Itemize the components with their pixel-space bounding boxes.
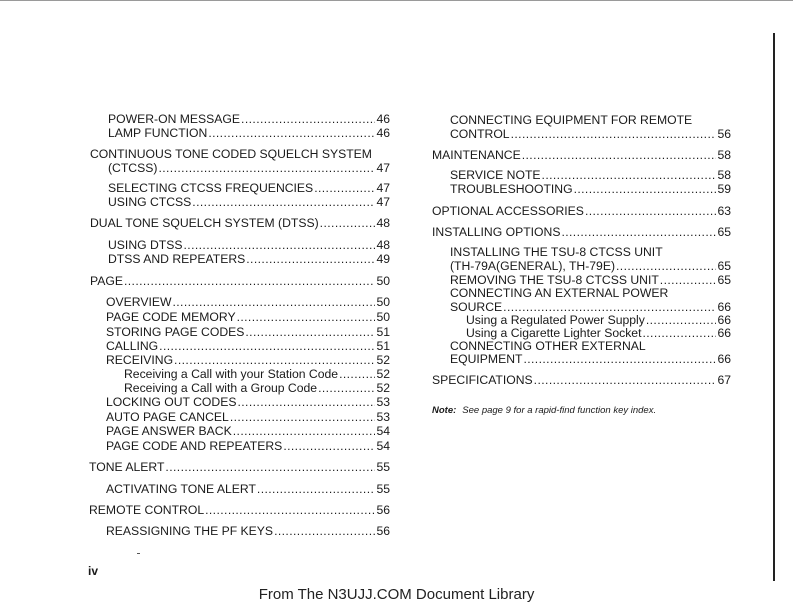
toc-entry-page: 48 bbox=[376, 216, 390, 230]
note bbox=[432, 405, 656, 416]
toc-entry-title: SELECTING CTCSS FREQUENCIES bbox=[108, 181, 314, 195]
scan-speck bbox=[137, 553, 140, 554]
toc-entry-page: 59 bbox=[717, 182, 731, 196]
toc-entry-title: SERVICE NOTE bbox=[450, 168, 541, 182]
toc-entry-title: POWER-ON MESSAGE bbox=[108, 112, 241, 126]
toc-entry-title: CONNECTING AN EXTERNAL POWER bbox=[450, 286, 669, 300]
toc-entry-page: 49 bbox=[376, 252, 390, 266]
toc-entry-title: INSTALLING THE TSU-8 CTCSS UNIT bbox=[450, 245, 663, 259]
toc-entry-page: 47 bbox=[376, 195, 390, 209]
toc-entry bbox=[450, 273, 731, 287]
toc-entry-page: 56 bbox=[376, 503, 390, 517]
footer-credit: From The N3UJJ.COM Document Library bbox=[258, 586, 535, 603]
note-text: See page 9 for a rapid-find function key index. bbox=[462, 405, 657, 416]
toc-entry-title: SPECIFICATIONS bbox=[432, 373, 533, 387]
toc-entry bbox=[432, 204, 731, 218]
toc-entry-title: AUTO PAGE CANCEL bbox=[106, 410, 229, 424]
note-label: Note: bbox=[432, 405, 457, 416]
toc-entry-title: REASSIGNING THE PF KEYS bbox=[106, 524, 274, 538]
toc-entry-page: 53 bbox=[376, 410, 390, 424]
toc-entry-title: REMOVING THE TSU-8 CTCSS UNIT bbox=[450, 273, 659, 287]
toc-entry-page: 53 bbox=[376, 395, 390, 409]
toc-entry-title: PAGE bbox=[90, 274, 123, 288]
toc-entry-page: 51 bbox=[376, 339, 390, 353]
toc-entry-page: 58 bbox=[717, 148, 731, 162]
toc-entry-page: 46 bbox=[376, 126, 390, 140]
toc-entry-title: USING DTSS bbox=[108, 238, 183, 252]
toc-entry-page: 50 bbox=[376, 274, 390, 288]
toc-entry-title: OPTIONAL ACCESSORIES bbox=[432, 204, 584, 218]
toc-entry-title: STORING PAGE CODES bbox=[106, 325, 245, 339]
toc-entry-page: 50 bbox=[376, 310, 390, 324]
toc-entry-title: CALLING bbox=[106, 339, 159, 353]
toc-entry-page: 54 bbox=[376, 439, 390, 453]
toc-entry-title: INSTALLING OPTIONS bbox=[432, 225, 561, 239]
toc-entry-title: DTSS AND REPEATERS bbox=[108, 252, 246, 266]
toc-entry-title: LAMP FUNCTION bbox=[108, 126, 208, 140]
toc-entry bbox=[450, 259, 731, 273]
toc-entry-title: TONE ALERT bbox=[89, 460, 165, 474]
toc-entry-page: 65 bbox=[717, 225, 731, 239]
toc-entry-title: DUAL TONE SQUELCH SYSTEM (DTSS) bbox=[90, 216, 319, 230]
toc-entry-page: 52 bbox=[376, 367, 390, 381]
toc-entry-title: TROUBLESHOOTING bbox=[450, 182, 573, 196]
toc-entry-title: EQUIPMENT bbox=[450, 352, 523, 366]
toc-entry-title: SOURCE bbox=[450, 300, 503, 314]
toc-entry-page: 58 bbox=[717, 168, 731, 182]
toc-entry-page: 54 bbox=[376, 424, 390, 438]
toc-entry-title: CONTINUOUS TONE CODED SQUELCH SYSTEM bbox=[90, 147, 372, 161]
toc-entry-title: Receiving a Call with a Group Code bbox=[124, 381, 318, 395]
toc-entry-title: LOCKING OUT CODES bbox=[106, 395, 237, 409]
toc-entry bbox=[450, 300, 731, 314]
toc-entry-title: Receiving a Call with your Station Code bbox=[124, 367, 339, 381]
toc-entry-page: 66 bbox=[717, 352, 731, 366]
toc-entry-title: OVERVIEW bbox=[106, 295, 172, 309]
toc-entry bbox=[432, 225, 731, 239]
toc-entry-title: PAGE CODE MEMORY bbox=[106, 310, 236, 324]
toc-entry-title: REMOTE CONTROL bbox=[89, 503, 205, 517]
toc-entry bbox=[432, 373, 731, 387]
toc-entry-page: 66 bbox=[717, 326, 731, 340]
toc-entry-title: CONNECTING OTHER EXTERNAL bbox=[450, 339, 646, 353]
toc-entry-title: Using a Cigarette Lighter Socket bbox=[466, 326, 642, 340]
toc-entry-title: PAGE CODE AND REPEATERS bbox=[106, 439, 283, 453]
toc-entry-title: CONNECTING EQUIPMENT FOR REMOTE bbox=[450, 113, 693, 127]
toc-entry bbox=[450, 182, 731, 196]
toc-entry-page: 63 bbox=[717, 204, 731, 218]
toc-entry-page: 47 bbox=[376, 161, 390, 175]
toc-entry-page: 66 bbox=[717, 300, 731, 314]
toc-entry-page: 52 bbox=[376, 381, 390, 395]
page-number: iv bbox=[88, 564, 99, 578]
toc-entry-page: 55 bbox=[376, 482, 390, 496]
toc-entry-page: 52 bbox=[376, 353, 390, 367]
toc-entry bbox=[466, 313, 731, 327]
toc-entry-title: CONTROL bbox=[450, 127, 510, 141]
toc-entry-page: 50 bbox=[376, 295, 390, 309]
toc-entry-title: MAINTENANCE bbox=[432, 148, 521, 162]
toc-entry-page: 51 bbox=[376, 325, 390, 339]
toc-entry bbox=[450, 127, 731, 141]
toc-entry-page: 67 bbox=[717, 373, 731, 387]
toc-entry-title: (CTCSS) bbox=[108, 161, 158, 175]
toc-entry-title: Using a Regulated Power Supply bbox=[466, 313, 645, 327]
toc-entry-title: PAGE ANSWER BACK bbox=[106, 424, 232, 438]
toc-entry-page: 48 bbox=[376, 238, 390, 252]
toc-entry bbox=[466, 326, 731, 340]
toc-entry-page: 65 bbox=[717, 259, 731, 273]
toc-entry bbox=[450, 168, 731, 182]
toc-entry-title: RECEIVING bbox=[106, 353, 174, 367]
toc-entry-page: 47 bbox=[376, 181, 390, 195]
toc-entry-page: 66 bbox=[717, 313, 731, 327]
toc-entry-page: 56 bbox=[717, 127, 731, 141]
toc-entry-page: 56 bbox=[376, 524, 390, 538]
toc-entry-page: 46 bbox=[376, 112, 390, 126]
toc-entry-title: (TH-79A(GENERAL), TH-79E) bbox=[450, 259, 616, 273]
toc-entry-page: 55 bbox=[376, 460, 390, 474]
toc-entry bbox=[450, 352, 731, 366]
toc-entry bbox=[432, 148, 731, 162]
toc-entry-page: 65 bbox=[717, 273, 731, 287]
toc-entry-title: ACTIVATING TONE ALERT bbox=[106, 482, 256, 496]
toc-entry-title: USING CTCSS bbox=[108, 195, 192, 209]
